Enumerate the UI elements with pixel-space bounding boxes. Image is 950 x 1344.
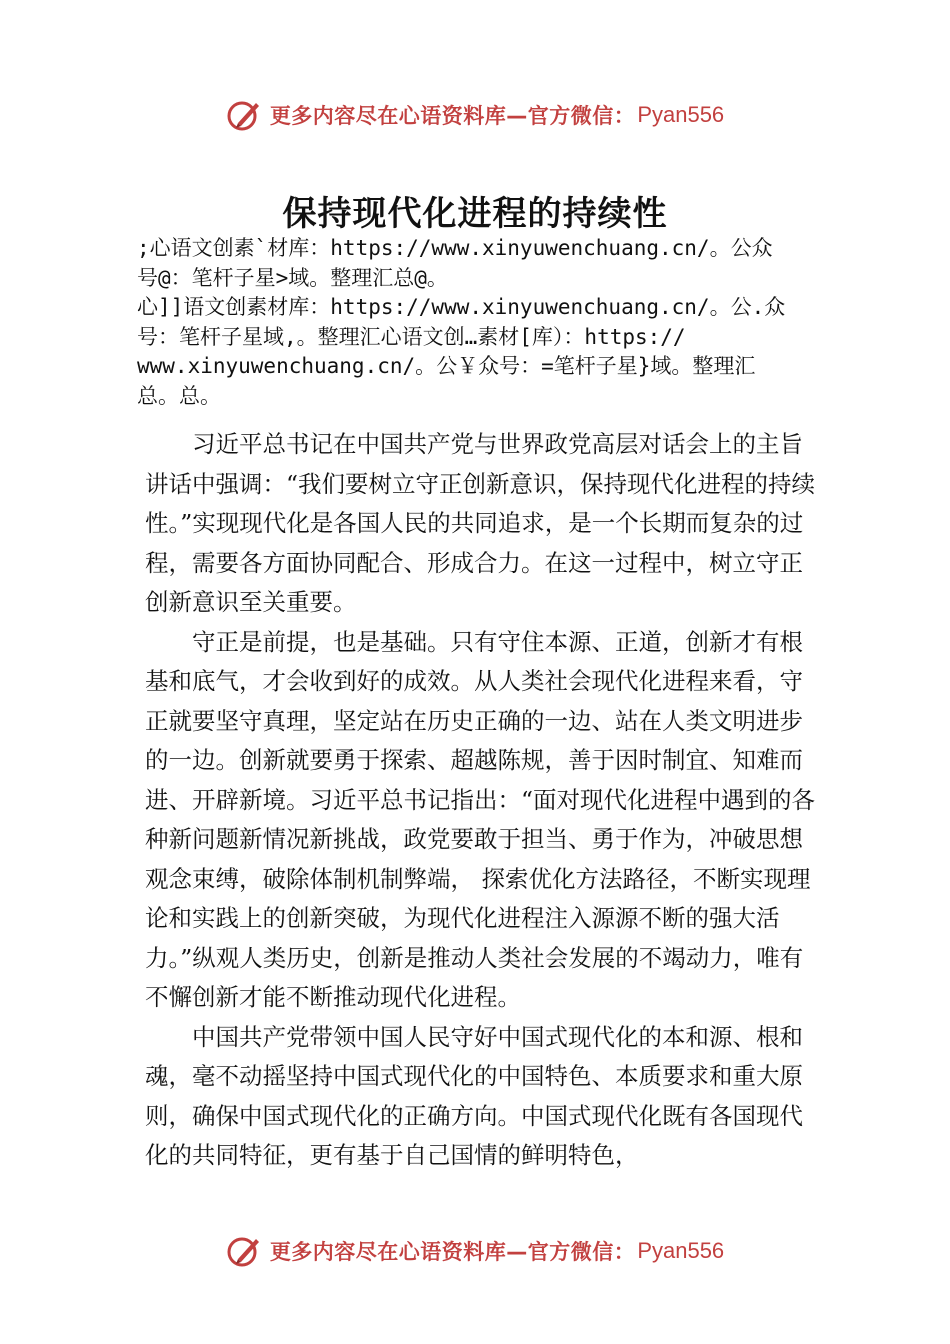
pen-logo-icon	[226, 97, 262, 133]
paragraph: 中国共产党带领中国人民守好中国式现代化的本和源、根和魂，毫不动摇坚持中国式现代化的中国特色、本质要求和重大原则，确保中国式现代化的正确方向。中国式现代化既有各国现代化的共同特征，更有基于自己国情的鲜明特色，	[145, 1022, 803, 1169]
paragraph: 守正是前提，也是基础。只有守住本源、正道，创新才有根基和底气，才会收到好的成效。从人类社会现代化进程来看，守正就要坚守真理，坚定站在历史正确的一边、站在人类文明进步的一边。创新就要勇于探索、超越陈规，善于因时制宜、知难而进、开辟新境。习近平总书记指出：“面对现代化进程中遇到的各种新问题新情况新挑战，政党要敢于担当、勇于作为，冲破思想观念束缚，破除体制机制弊端， 探索优化方法路径，不断实现理论和实践上的创新突破，为现代化进程注入源源不断的强大活力。”纵观人类历史，创新是推动人类社会发展的不竭动力，唯有不懈创新才能不断推动现代化进程。	[145, 627, 816, 1011]
header-banner	[0, 95, 950, 135]
pen-logo-icon	[226, 1233, 262, 1269]
banner-handle: Pyan556	[637, 102, 725, 127]
page-title: 保持现代化进程的持续性	[282, 194, 668, 234]
banner-text: 更多内容尽在心语资料库—官方微信：	[269, 104, 636, 128]
footer-banner	[0, 1231, 950, 1271]
banner-text: 更多内容尽在心语资料库—官方微信：	[269, 1240, 636, 1264]
paragraph: 习近平总书记在中国共产党与世界政党高层对话会上的主旨讲话中强调：“我们要树立守正创新意识，保持现代化进程的持续性。”实现现代化是各国人民的共同追求，是一个长期而复杂的过程，需要各方面协同配合、形成合力。在这一过程中，树立守正创新意识至关重要。	[145, 430, 816, 616]
article-body	[145, 425, 825, 1176]
banner-handle: Pyan556	[637, 1238, 725, 1263]
source-note: ;心语文创素`材库：https://www.xinyuwenchuang.cn/。公众 号@：笔杆子星>域。整理汇总@。 心]]语文创素材库：https://www.xinyuwenchuang.cn/。公.众 号：笔杆子星域,。整理汇心语文创…素材[库）：https:// www.xinyuwenchuang.cn/。公￥众号：=笔杆子星}域。整理汇 总。总。	[137, 236, 786, 408]
